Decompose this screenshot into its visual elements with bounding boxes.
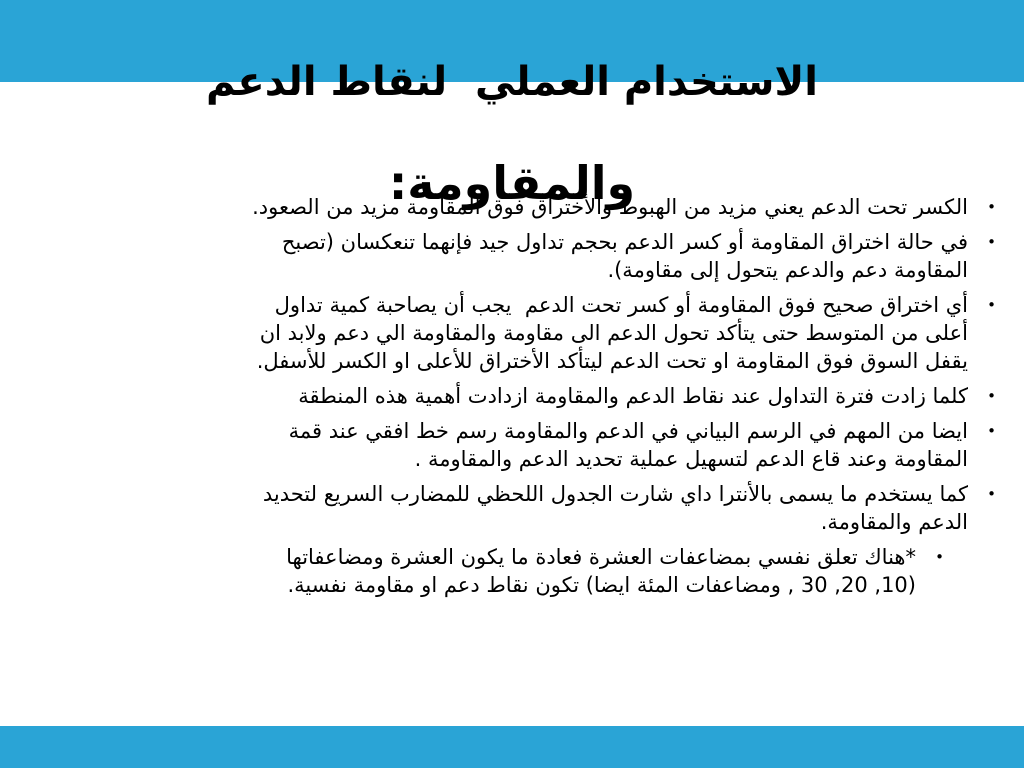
list-item — [242, 228, 996, 284]
list-item — [242, 543, 944, 599]
bullet-text: كلما زادت فترة التداول عند نقاط الدعم والمقاومة ازدادت أهمية هذه المنطقة — [298, 384, 968, 408]
bullet-text: في حالة اختراق المقاومة أو كسر الدعم بحجم تداول جيد فإنهما تنعكسان (تصبح المقاومة دعم والدعم يتحول إلى مقاومة). — [275, 230, 968, 282]
footer-band — [0, 726, 1024, 768]
slide-title-line1: الاستخدام العملي لنقاط الدعم — [206, 59, 818, 105]
list-item — [242, 417, 996, 473]
bullet-icon: • — [987, 422, 996, 440]
bullet-icon: • — [987, 198, 996, 216]
bullet-icon: • — [987, 387, 996, 405]
bullet-icon: • — [935, 548, 944, 566]
bullet-icon: • — [987, 296, 996, 314]
bullet-text: الكسر تحت الدعم يعني مزيد من الهبوط والأختراق فوق المقاومة مزيد من الصعود. — [252, 195, 968, 219]
list-item — [242, 193, 996, 221]
slide-title-line2: والمقاومة: — [388, 156, 636, 210]
bullet-text: *هناك تعلق نفسي بمضاعفات العشرة فعادة ما يكون العشرة ومضاعفاتها (10, 20, 30 , ومضاعفات المئة ايضا) تكون نقاط دعم او مقاومة نفسية. — [279, 545, 916, 597]
bullet-list — [242, 193, 996, 606]
bullet-icon: • — [987, 233, 996, 251]
list-item — [242, 480, 996, 536]
bullet-text: كما يستخدم ما يسمى بالأنترا داي شارت الجدول اللحظي للمضارب السريع لتحديد الدعم والمقاومة. — [256, 482, 968, 534]
bullet-text: أي اختراق صحيح فوق المقاومة أو كسر تحت الدعم يجب أن يصاحبة كمية تداول أعلى من المتوسط حتى يتأكد تحول الدعم الى مقاومة والمقاومة الي دعم ولابد ان يقفل السوق فوق المقاومة او تحت الدعم ليتأكد الأختراق للأعلى او الكسر للأسفل. — [253, 293, 968, 373]
bullet-icon: • — [987, 485, 996, 503]
list-item — [242, 382, 996, 410]
bullet-text: ايضا من المهم في الرسم البياني في الدعم والمقاومة رسم خط افقي عند قمة المقاومة وعند قاع الدعم لتسهيل عملية تحديد الدعم والمقاومة . — [281, 419, 968, 471]
list-item — [242, 291, 996, 375]
